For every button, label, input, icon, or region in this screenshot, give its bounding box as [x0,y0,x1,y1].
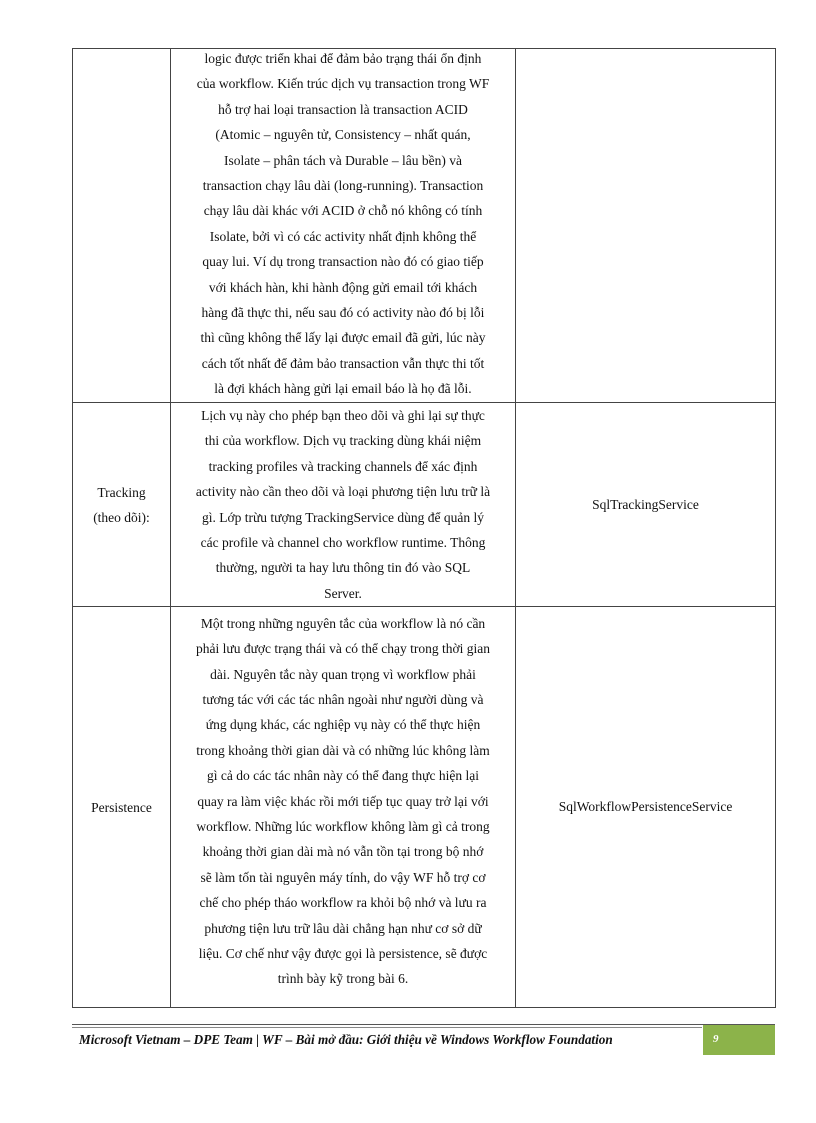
service-implementation: SqlTrackingService [592,496,699,512]
table-row-persistence [73,607,776,1008]
service-name-line: Tracking [97,484,146,500]
footer-divider-secondary [72,1027,702,1028]
description-line: khoảng thời gian dài mà nó vẫn tồn tại trong bộ nhớ [202,844,484,860]
description-line: quay ra làm việc khác rồi mới tiếp tục quay trở lại với [197,793,489,809]
description-line: gì cả do các tác nhân này có thể đang thực hiện lại [207,768,479,784]
description-line: trong khoảng thời gian dài và có những lúc không làm [196,742,490,758]
service-implementation-cell [516,403,776,607]
description-line: Server. [324,585,362,601]
service-name-cell [73,607,171,1008]
description-line: Một trong những nguyên tắc của workflow là nó cần [200,615,486,631]
table-row-transaction [73,49,776,403]
service-implementation: SqlWorkflowPersistenceService [558,799,733,815]
description-line: là đợi khách hàng gửi lại email báo là họ đã lỗi. [214,381,472,397]
description-line: logic được triển khai để đảm bảo trạng thái ổn định [204,51,482,66]
service-name [73,795,170,820]
description-line: activity nào cần theo dõi và loại phương tiện lưu trữ là [195,484,491,500]
service-description [171,611,515,992]
footer-divider [72,1024,775,1025]
description-line: chạy lâu dài khác với ACID ở chỗ nó không có tính [203,203,483,219]
description-line: ứng dụng khác, các nghiệp vụ này có thể thực hiện [205,717,481,733]
description-line: của workflow. Kiến trúc dịch vụ transaction trong WF [196,76,490,92]
description-line: Lịch vụ này cho phép bạn theo dõi và ghi lại sự thực [201,408,485,423]
description-line: (Atomic – nguyên tử, Consistency – nhất quán, [215,127,471,143]
table-row-tracking [73,403,776,607]
service-description-cell [171,49,516,403]
description-line: phương tiện lưu trữ lâu dài chẳng hạn như cơ sở dữ [204,920,482,936]
description-line: quay lui. Ví dụ trong transaction nào đó có giao tiếp [202,254,484,270]
service-implementation-cell [516,49,776,403]
description-line: thường, người ta hay lưu thông tin đó vào SQL [215,560,471,576]
service-name-cell [73,403,171,607]
description-line: Isolate – phân tách và Durable – lâu bền) và [223,152,463,168]
service-implementation-cell [516,607,776,1008]
description-line: dài. Nguyên tắc này quan trọng vì workflow phải [210,666,476,682]
description-line: tương tác với các tác nhân ngoài như người dùng và [202,691,484,707]
description-line: gì. Lớp trừu tượng TrackingService dùng để quản lý [201,509,484,525]
description-line: workflow. Những lúc workflow không làm gì cả trong [196,818,490,834]
description-line: trình bày kỹ trong bài 6. [277,971,409,987]
description-line: hàng đã thực thi, nếu sau đó có activity nào đó bị lỗi [201,305,485,321]
service-description-cell [171,403,516,607]
service-name-line: (theo dõi): [93,509,150,525]
service-description-cell [171,607,516,1008]
description-line: Isolate, bởi vì có các activity nhất định không thể [209,228,477,244]
description-line: hỗ trợ hai loại transaction là transaction ACID [218,101,468,117]
description-line: cách tốt nhất để đảm bảo transaction vẫn thực thi tốt [201,355,485,371]
description-line: tracking profiles và tracking channels để xác định [208,458,478,474]
description-line: phải lưu được trạng thái và có thể chạy trong thời gian [196,641,490,657]
description-line: chế cho phép tháo workflow ra khỏi bộ nhớ và lưu ra [199,895,487,911]
description-line: liệu. Cơ chế như vậy được gọi là persistence, sẽ được [198,945,488,961]
service-name-line: Persistence [91,799,152,815]
service-description [171,403,515,606]
description-line: sẽ làm tốn tài nguyên máy tính, do vậy WF hỗ trợ cơ [200,869,486,885]
service-name [73,480,170,530]
service-description [171,46,515,402]
footer-text: Microsoft Vietnam – DPE Team | WF – Bài mở đầu: Giới thiệu về Windows Workflow Foundation [79,1032,613,1047]
services-table [72,48,776,1008]
service-name-cell [73,49,171,403]
page-number-badge: 9 [703,1025,775,1055]
description-line: với khách hàn, khi hành động gửi email tới khách [208,279,478,295]
description-line: transaction chạy lâu dài (long-running). Transaction [202,178,484,194]
description-line: các profile và channel cho workflow runtime. Thông [200,535,486,551]
description-line: thi của workflow. Dịch vụ tracking dùng khái niệm [204,433,482,449]
description-line: thì cũng không thể lấy lại được email đã gửi, lúc này [200,330,486,346]
